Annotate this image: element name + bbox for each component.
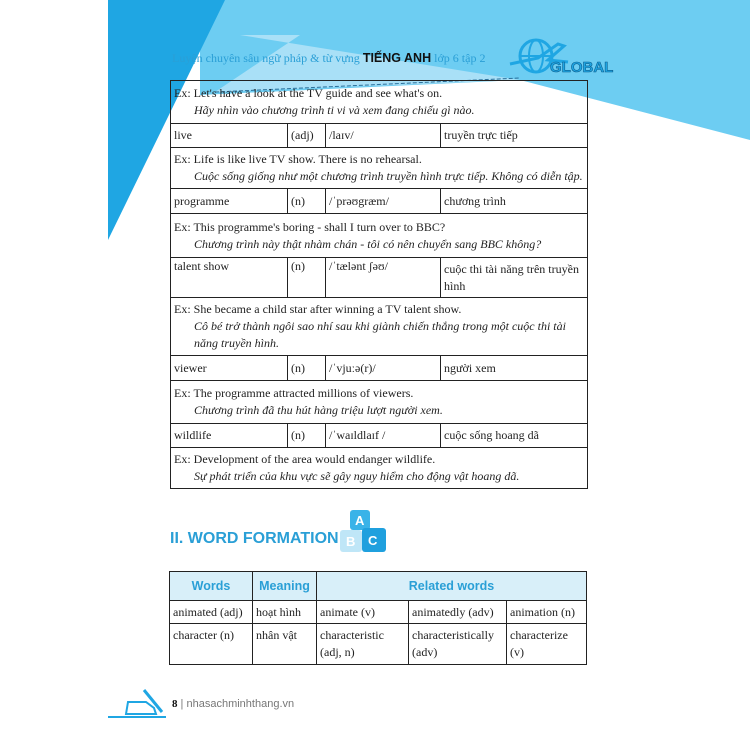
pronunciation: /ˈtælənt ʃəʊ/ — [326, 258, 441, 298]
cell: characteristically (adv) — [409, 624, 507, 665]
word: live — [171, 124, 288, 148]
example-en: Ex: Life is like live TV show. There is no rehearsal. — [174, 152, 422, 166]
part-of-speech: (n) — [288, 424, 326, 448]
svg-text:GLOBAL: GLOBAL — [550, 59, 614, 76]
part-of-speech: (adj) — [288, 124, 326, 148]
cell: characteristic (adj, n) — [317, 624, 409, 665]
cell: hoạt hình — [253, 601, 317, 624]
cell: animate (v) — [317, 601, 409, 624]
example-en: Ex: Let's have a look at the TV guide and see what's on. — [174, 86, 443, 100]
part-of-speech: (n) — [288, 189, 326, 214]
example-vi: Chương trình này thật nhàm chán - tôi có nên chuyển sang BBC không? — [194, 236, 542, 251]
grade: lớp 6 tập 2 — [434, 51, 486, 65]
example-en: Ex: She became a child star after winning a TV talent show. — [174, 302, 462, 316]
example-vi: Cô bé trở thành ngôi sao nhí sau khi giành chiến thắng trong một cuộc thi tài năng truyền hình. — [194, 319, 566, 350]
pronunciation: /ˈprəʊgræm/ — [326, 189, 441, 214]
word-row — [171, 356, 588, 381]
example-row — [171, 148, 588, 189]
cell: animatedly (adv) — [409, 601, 507, 624]
col-words: Words — [170, 572, 253, 601]
table-row — [170, 601, 587, 624]
part-of-speech: (n) — [288, 258, 326, 298]
example-vi: Cuộc sống giống như một chương trình truyền hình trực tiếp. Không có diễn tập. — [194, 169, 583, 183]
svg-text:C: C — [368, 533, 378, 548]
pronunciation: /laɪv/ — [326, 124, 441, 148]
section-title: II. WORD FORMATION — [170, 530, 339, 547]
example-vi: Sự phát triển của khu vực sẽ gây nguy hiểm cho động vật hoang dã. — [194, 469, 520, 483]
cell: nhân vật — [253, 624, 317, 665]
col-meaning: Meaning — [253, 572, 317, 601]
example-en: Ex: This programme's boring - shall I turn over to BBC? — [174, 219, 446, 234]
part-of-speech: (n) — [288, 356, 326, 381]
meaning: chương trình — [441, 189, 588, 214]
meaning: cuộc sống hoang dã — [441, 424, 588, 448]
col-related: Related words — [317, 572, 587, 601]
example-row — [171, 81, 588, 124]
cell: animated (adj) — [170, 601, 253, 624]
page-number: 8 — [172, 698, 178, 710]
pronunciation: /ˈvjuːə(r)/ — [326, 356, 441, 381]
header-row — [170, 572, 587, 601]
meaning: người xem — [441, 356, 588, 381]
example-row — [171, 381, 588, 424]
meaning: cuộc thi tài năng trên truyền hình — [441, 258, 588, 298]
example-en: Ex: The programme attracted millions of viewers. — [174, 386, 414, 400]
abc-blocks-icon — [338, 508, 394, 558]
meaning: truyền trực tiếp — [441, 124, 588, 148]
example-vi: Chương trình đã thu hút hàng triệu lượt người xem. — [194, 403, 443, 417]
example-en: Ex: Development of the area would endanger wildlife. — [174, 452, 436, 466]
global-logo — [508, 36, 614, 78]
word-row — [171, 124, 588, 148]
word-formation-table — [169, 571, 587, 665]
website: nhasachminhthang.vn — [186, 698, 295, 710]
example-row — [171, 298, 588, 356]
series-title: Luyện chuyên sâu ngữ pháp & từ vựng — [172, 51, 360, 65]
word: viewer — [171, 356, 288, 381]
word-row — [171, 424, 588, 448]
running-header — [172, 51, 485, 66]
svg-text:A: A — [355, 513, 365, 528]
svg-text:B: B — [346, 534, 356, 549]
page-footer: 8 | nhasachminhthang.vn — [172, 698, 295, 710]
word: programme — [171, 189, 288, 214]
writing-hand-icon — [106, 686, 168, 720]
cell: characterize (v) — [507, 624, 587, 665]
word: wildlife — [171, 424, 288, 448]
word-row — [171, 189, 588, 214]
example-row — [171, 448, 588, 489]
subject: TIẾNG ANH — [362, 51, 432, 65]
example-vi: Hãy nhìn vào chương trình ti vi và xem đang chiếu gì nào. — [194, 103, 475, 117]
table-row — [170, 624, 587, 665]
example-row — [171, 214, 588, 258]
vocabulary-table — [170, 80, 588, 489]
pronunciation: /ˈwaɪldlaɪf / — [326, 424, 441, 448]
word-row — [171, 258, 588, 298]
cell: animation (n) — [507, 601, 587, 624]
cell: character (n) — [170, 624, 253, 665]
word: talent show — [171, 258, 288, 298]
